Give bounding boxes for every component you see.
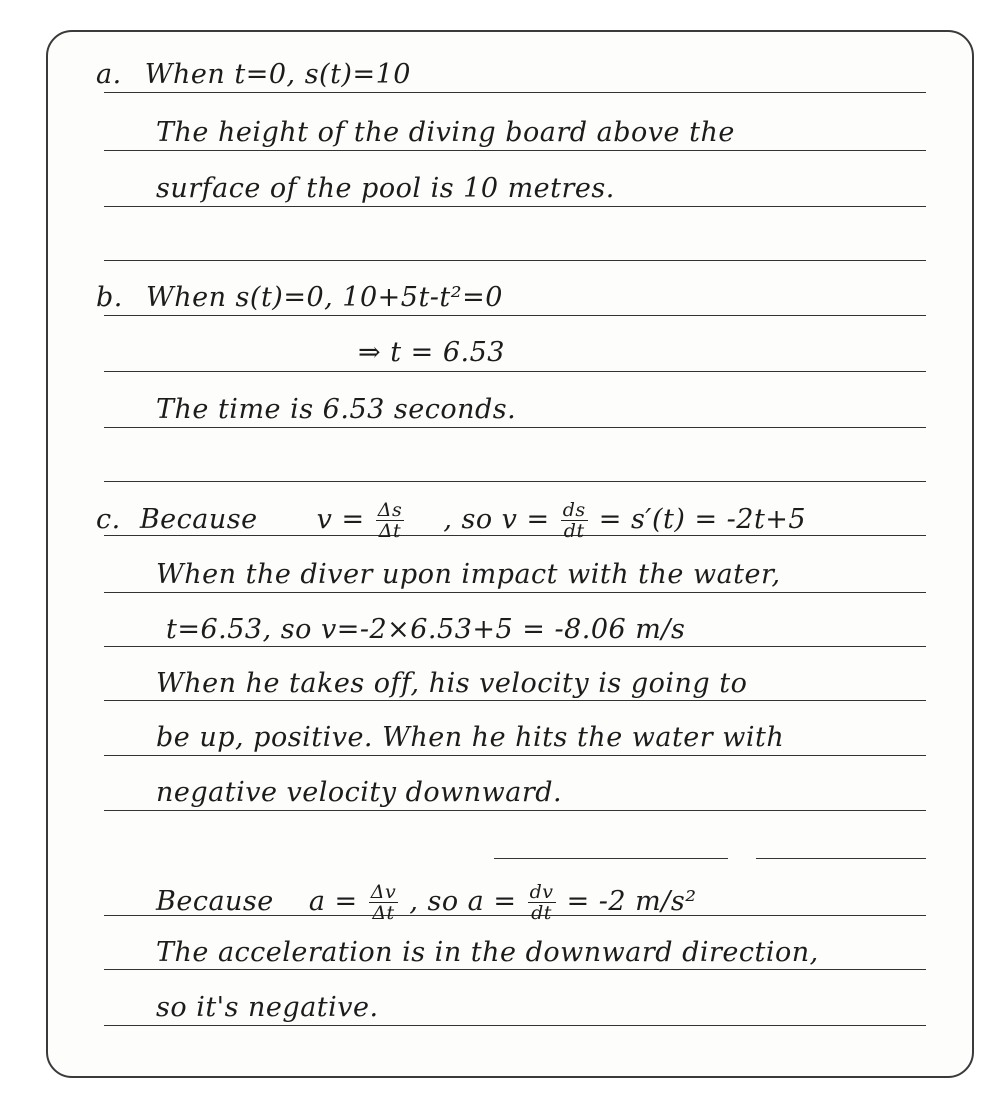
fraction-denominator: Δt [378, 520, 402, 542]
part-a-line-3: surface of the pool is 10 metres. [156, 173, 615, 204]
ruled-line [104, 755, 926, 756]
part-a-line-1 [96, 60, 411, 90]
part-c-line-9: so it's negative. [156, 992, 379, 1023]
ruled-line [104, 481, 926, 482]
ruled-line [104, 371, 926, 372]
part-c-line-7 [156, 882, 697, 923]
velocity-derivative: = s′(t) = -2t+5 [598, 504, 807, 535]
ruled-line [104, 315, 926, 316]
part-b-label: b. [96, 282, 123, 313]
part-b-line-1 [96, 283, 503, 313]
fraction-numerator: dv [529, 881, 554, 903]
part-c-line-4: When he takes off, his velocity is going to [156, 668, 748, 699]
acceleration-definition: a = [308, 886, 358, 917]
part-b-line-3: The time is 6.53 seconds. [156, 394, 517, 425]
part-a-line-2: The height of the diving board above the [156, 117, 735, 148]
ruled-line [104, 592, 926, 593]
ruled-line [104, 810, 926, 811]
ruled-line [104, 260, 926, 261]
ruled-line [104, 700, 926, 701]
fraction-denominator: Δt [372, 902, 395, 924]
ruled-line [104, 969, 926, 970]
fraction-dv-dt [528, 882, 556, 923]
part-c-line-1 [96, 500, 806, 541]
fraction-delta-s-delta-t [376, 500, 404, 541]
ruled-line [494, 858, 728, 859]
part-b-line-2: ⇒ t = 6.53 [358, 337, 505, 368]
part-c-line-2: When the diver upon impact with the water, [156, 559, 781, 590]
ruled-line [104, 1025, 926, 1026]
fraction-delta-v-delta-t [369, 882, 398, 923]
notebook-page [46, 30, 974, 1078]
ruled-line [104, 646, 926, 647]
velocity-so: , so v = [443, 504, 550, 535]
fraction-ds-dt [561, 500, 588, 541]
ruled-line [104, 150, 926, 151]
part-a-label: a. [96, 59, 122, 90]
fraction-denominator: dt [531, 902, 552, 924]
part-c-line-5: be up, positive. When he hits the water with [156, 722, 785, 753]
part-b-equation: When s(t)=0, 10+5t-t²=0 [145, 282, 503, 313]
part-c-label: c. [96, 504, 121, 535]
velocity-definition: v = [316, 504, 365, 535]
fraction-numerator: Δv [370, 881, 397, 903]
part-c-line-3: t=6.53, so v=-2×6.53+5 = -8.06 m/s [166, 614, 686, 645]
acceleration-because: Because [156, 886, 274, 917]
acceleration-so: , so a = [409, 886, 517, 917]
ruled-line [104, 427, 926, 428]
ruled-line [104, 92, 926, 93]
ruled-line [104, 206, 926, 207]
part-c-line-6: negative velocity downward. [156, 777, 563, 808]
ruled-line [756, 858, 926, 859]
fraction-numerator: ds [562, 499, 586, 521]
acceleration-value: = -2 m/s² [566, 886, 697, 917]
fraction-numerator: Δs [377, 499, 403, 521]
part-a-condition: When t=0, s(t)=10 [144, 59, 411, 90]
fraction-denominator: dt [563, 520, 585, 542]
part-c-because: Because [139, 504, 258, 535]
part-c-line-8: The acceleration is in the downward direction, [156, 937, 819, 968]
